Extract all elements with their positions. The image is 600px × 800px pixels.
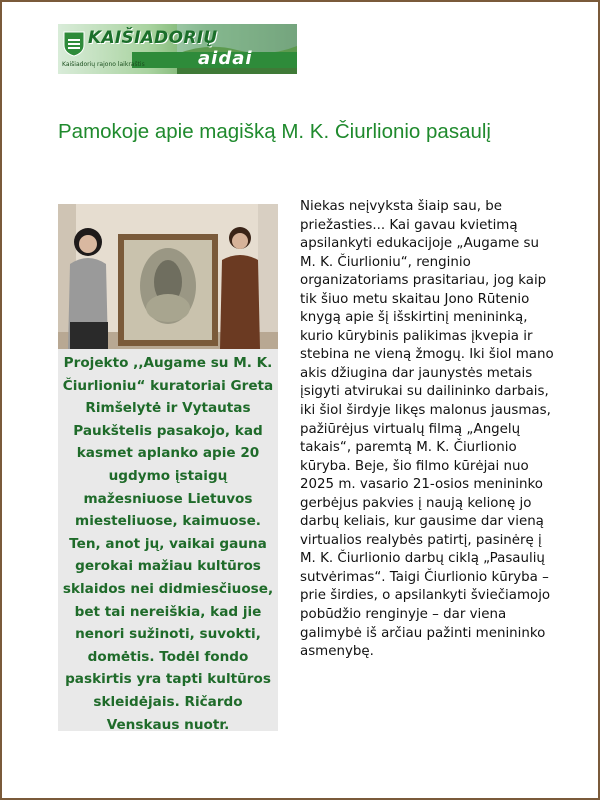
masthead-tagline: Kaišiadorių rajono laikraštis [62, 61, 145, 68]
article-photo [58, 204, 278, 349]
photo-caption: Projekto ,,Augame su M. K. Čiurlioniu“ kuratoriai Greta Rimšelytė ir Vytautas Paukštelis pasakojo, kad kasmet aplanko apie 20 ugdymo įstaigų mažesniuose Lietuvos miesteliuose, kaimuose. Ten, anot jų, vaikai gauna gerokai mažiau kultūros sklaidos nei didmiesčiuose, bet tai nereiškia, kad jie nenori sužinoti, suvokti, domėtis. Todėl fondo paskirtis yra tapti kultūros skleidėjais. Ričardo Venskaus nuotr. [58, 349, 278, 731]
article-headline: Pamokoje apie magišką M. K. Čiurlionio pasaulį [58, 120, 491, 143]
article-body: Niekas neįvyksta šiaip sau, be priežasties... Kai gavau kvietimą apsilankyti edukacijoje „Augame su M. K. Čiurlioniu“, renginio organizatoriams prasitariau, jog kaip tik šiuo metu skaitau Jono Rūtenio knygą apie šį išskirtinį menininką, kurio kūrybinis palikimas įkvepia ir stebina ne vieną žmogų. Iki šiol mano akis džiugina dar jaunystės metais įsigyti atvirukai su dailininko darbais, iki šiol širdyje likęs malonus jausmas, pažiūrėjus virtualų filmą „Angelų takais“, paremtą M. K. Čiurlionio kūryba. Beje, šio filmo kūrėjai nuo 2025 m. vasario 21-osios menininko gerbėjus pakvies į naują kelionę jo darbų keliais, kur gausime dar vieną virtualios realybės patirtį, pasinėrę į M. K. Čiurlionio darbų ciklą „Pasaulių sutvėrimas“. Taigi Čiurlionio kūryba – prie širdies, o apsilankyti šviečiamojo pobūdžio renginyje – dar viena galimybė iš arčiau pažinti menininko asmenybę. [300, 199, 554, 660]
coat-of-arms-icon [63, 31, 85, 57]
masthead-subtitle: aidai [198, 48, 253, 69]
newspaper-masthead[interactable] [58, 24, 297, 74]
masthead-title: KAIŠIADORIŲ [88, 28, 218, 48]
